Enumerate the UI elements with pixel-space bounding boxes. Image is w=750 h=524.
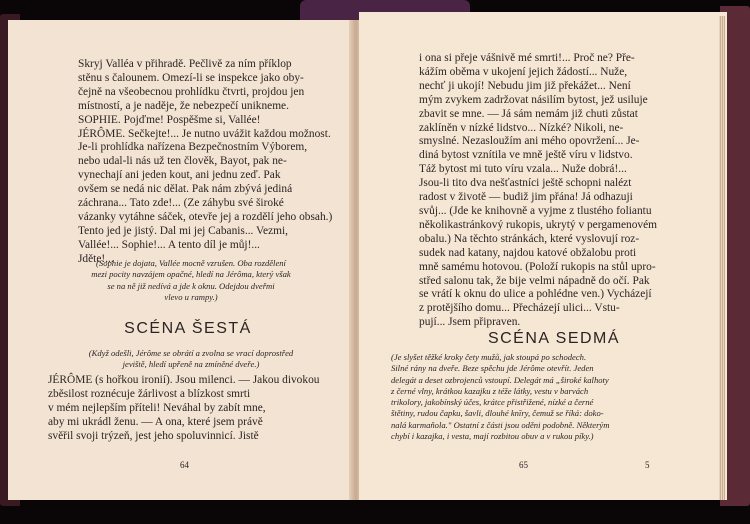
right-page-scene-heading: SCÉNA SEDMÁ xyxy=(487,330,621,347)
left-page-number: 64 xyxy=(180,460,189,470)
right-page-text-line: mně samému hotovou. (Položí rukopis na stůl upro- xyxy=(419,260,656,273)
right-page-text-line: i ona si přeje vášnivě mé smrti!... Proč ne? Pře- xyxy=(419,52,635,64)
left-page-text-line: Jděte!... xyxy=(78,252,114,265)
right-page-text-line: zbavit se mne. — Já sám nemám již chuti zůstat xyxy=(419,107,638,120)
right-page-stage-line: nalá karmaňola." Ostatní z části jsou oděni podobně. Některým xyxy=(391,419,610,430)
right-page-signature-mark: 5 xyxy=(645,460,650,470)
right-page-stage-line: Silné rány na dveře. Beze spěchu jde Jérôme otevřít. Jeden xyxy=(391,363,594,374)
right-page-text-line: radost v životě — budiž jim přána! Já odhazuji xyxy=(419,191,633,204)
right-page-stage-line: štětiny, rudou čapku, šavli, dlouhé knīry, čemuž se říká: doko- xyxy=(391,408,604,419)
right-page-text-line: několikastránkový rukopis, ukrytý v pergamenovém xyxy=(419,218,657,231)
right-page-text-line: svůj... (Jde ke knihovně a vyjme z tlustého foliantu xyxy=(419,204,652,217)
left-page-text-line: nebo udal-li nás už ten člověk, Bayot, pak ne- xyxy=(78,155,287,168)
right-page-text-line: zaklíněn v nízké lidstvo... Nízké? Nikoli, ne- xyxy=(419,121,624,134)
left-page-text-line: čejně na všeobecnou prohlídku čtvrti, projdou jen xyxy=(78,85,305,98)
left-page-stage-line: se na ně již nedívá a jde k oknu. Odejdou dveřmi xyxy=(107,280,275,291)
left-page-stage-line: jeviště, hledí upřeně na zmíněné dveře.) xyxy=(122,359,260,370)
left-page-stage-direction xyxy=(50,258,332,303)
page-edges xyxy=(719,16,725,500)
left-page-text-line: svěřil svoji trýzeň, jest jeho spoluvinnicí. Jistě xyxy=(48,429,259,442)
right-page-text-line: smyslné. Nezasloužím ani mého opovržení... Je- xyxy=(419,135,640,148)
right-page-number: 65 xyxy=(519,460,528,470)
left-page-scene-heading: SCÉNA ŠESTÁ xyxy=(124,320,252,337)
left-page-text-bottom xyxy=(48,374,332,444)
left-page-text-line: Vallée!... Sophie!... A tento díl je můj!... xyxy=(78,238,260,251)
right-page xyxy=(359,12,727,500)
right-page-text xyxy=(419,52,711,330)
left-page-text-line: vázanky vytáhne sáček, otevře jej a rozdělí jeho obsah.) xyxy=(78,210,333,223)
right-page-stage-line: chybí i kazajka, i vesta, mají rozbitou obuv a v rukou píky.) xyxy=(391,431,594,442)
right-page-text-line: sudek nad katany, najdou katové obžalobu proti xyxy=(419,246,637,259)
left-page-text-line: v mém nejlepším příteli! Neváhal by zabít mne, xyxy=(48,401,266,414)
right-page-text-line: obalu.) Na těchto stránkách, které vyslovují roz- xyxy=(419,232,640,245)
left-page-text-line: Je-li prohlídka nařízena Bezpečnostním Výborem, xyxy=(78,141,308,154)
right-page-text-line: Táž bytost mi tuto víru vzala... Nuže dobrá!... xyxy=(419,163,627,176)
left-page-text-line: místností, a je naděje, že nebezpečí unikneme. xyxy=(78,99,289,112)
right-page-stage-line: trikolory, jakobínský účes, krátce přistřižené, nízké a černé xyxy=(391,397,594,408)
left-page-text-line: SOPHIE. Pojďme! Pospěšme si, Vallée! xyxy=(78,113,261,126)
right-page-text-line: střed salonu tak, že bije velmi nápadně do očí. Pak xyxy=(419,274,650,287)
left-page-stage-line: mezi pocity navzájem opačné, hledí na Jérôma, který však xyxy=(91,269,291,280)
right-page-text-line: diná bytost vznítila ve mně ještě víru v lidstvo. xyxy=(419,149,633,162)
right-page-text-line: mým zvykem zadržovat násilím bytost, jež usiluje xyxy=(419,93,648,106)
left-page-text-line: ovšem se nedá nic dělat. Pak nám zbývá jediná xyxy=(78,183,293,196)
left-page-text-line: stěnu s čalounem. Omezí-li se inspekce jako oby- xyxy=(78,71,304,84)
left-page-text-line: záchrana... Tato zde!... (Ze záhybu své široké xyxy=(78,197,284,210)
left-page-text-line: Skryj Valléa v přihradě. Pečlivě za ním příklop xyxy=(78,58,292,70)
right-page-text-line: kážím oběma v ukojení jejich žádostí... Nuže, xyxy=(419,65,628,78)
right-page-text-line: Jsou-li tito dva nešťastníci ještě schopni nalézt xyxy=(419,177,632,190)
right-page-text-line: pují... Jsem připraven. xyxy=(419,316,521,329)
right-page-stage-line: z černé vlny, krátkou kazajku z téže látky, vestu v barvách xyxy=(391,385,589,396)
right-page-stage-direction xyxy=(391,352,695,442)
right-page-text-line: z protějšího domu... Přecházejí ulici... Vstu- xyxy=(419,302,620,315)
right-page-text-line: se vrátí k oknu do ulice a pohlédne ven.) Vycházejí xyxy=(419,288,652,301)
left-page-text-line: zběsilost roznécuje žárlivost a blízkost smrti xyxy=(48,387,251,400)
right-page-text-line: nechť ji ukojí! Nebudu jim již překážet... Není xyxy=(419,79,631,92)
left-page-stage-line: (Když odešli, Jérôme se obrátí a zvolna se vrací doprostřed xyxy=(88,348,294,358)
left-page-text-line: Tento jed je jistý. Dal mi jej Cabanis... Vezmi, xyxy=(78,224,288,237)
left-page-text-line: vynechají ani jeden kout, ani jednu zeď. Pak xyxy=(78,169,281,182)
left-page-stage-direction-2 xyxy=(48,348,334,371)
left-page-text-top xyxy=(78,58,333,267)
left-page-text-line: JÉRÔME (s hořkou ironií). Jsou milenci. — Jakou divokou xyxy=(48,374,320,386)
left-page-stage-line: vlevo u rampy.) xyxy=(164,291,218,302)
left-page-text-line: JÉRÔME. Sečkejte!... Je nutno uvážit každou možnost. xyxy=(78,127,331,140)
right-page-stage-line: delegát a deset ozbrojenců vstoupí. Delegát má „široké kalhoty xyxy=(391,374,609,385)
right-page-stage-line: (Je slyšet těžké kroky čety mužů, jak stoupá po schodech. xyxy=(391,352,587,362)
left-page-text-line: aby mi ukrádl ženu. — A ona, které jsem právě xyxy=(48,415,263,428)
left-page-stage-line: (Sophie je dojata, Vallée mocně vzrušen. Oba rozdělení xyxy=(96,258,286,268)
left-page xyxy=(8,20,356,500)
